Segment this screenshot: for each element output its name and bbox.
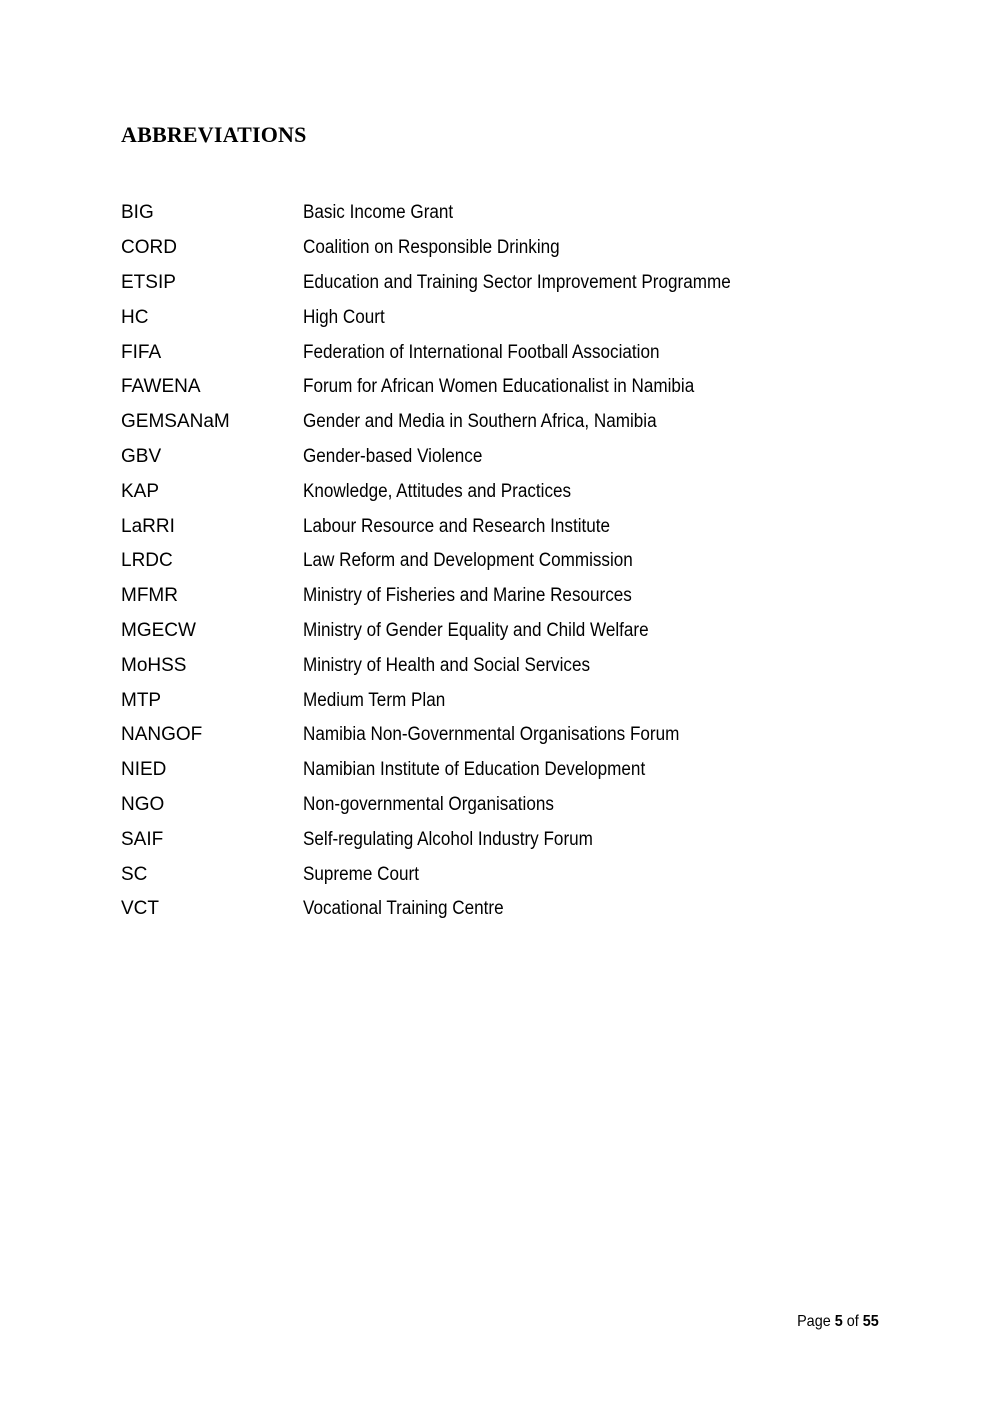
abbreviation-row <box>121 648 881 683</box>
abbreviation-code: FAWENA <box>121 376 201 398</box>
abbreviation-row <box>121 266 881 301</box>
abbreviation-meaning: Supreme Court <box>303 863 419 885</box>
total-pages-number: 55 <box>862 1313 879 1330</box>
abbreviation-meaning: Medium Term Plan <box>303 689 446 711</box>
abbreviation-code: SC <box>121 863 148 885</box>
abbreviation-row <box>121 474 881 509</box>
abbreviation-meaning: Non-governmental Organisations <box>303 793 554 815</box>
abbreviation-code: NIED <box>121 759 167 781</box>
abbreviation-meaning: Basic Income Grant <box>303 202 454 224</box>
abbreviation-meaning: Education and Training Sector Improvement Programme <box>303 271 731 293</box>
abbreviation-row <box>121 753 881 788</box>
abbreviation-row <box>121 405 881 440</box>
abbreviation-row <box>121 822 881 857</box>
page-title: ABBREVIATIONS <box>121 122 307 147</box>
abbreviation-meaning: Self-regulating Alcohol Industry Forum <box>303 828 593 850</box>
abbreviation-meaning: Ministry of Health and Social Services <box>303 654 591 676</box>
abbreviation-meaning: Knowledge, Attitudes and Practices <box>303 480 572 502</box>
current-page-number: 5 <box>834 1313 843 1330</box>
abbreviation-code: CORD <box>121 237 177 259</box>
abbreviation-code: VCT <box>121 898 159 920</box>
abbreviation-code: HC <box>121 306 149 328</box>
abbreviation-meaning: Namibia Non-Governmental Organisations Forum <box>303 724 680 746</box>
abbreviation-row <box>121 300 881 335</box>
abbreviation-meaning: Ministry of Gender Equality and Child Welfare <box>303 619 649 641</box>
abbreviation-code: MTP <box>121 689 162 711</box>
abbreviation-row <box>121 370 881 405</box>
abbreviation-code: LaRRI <box>121 515 175 537</box>
abbreviation-row <box>121 892 881 927</box>
abbreviation-row <box>121 231 881 266</box>
abbreviation-meaning: Law Reform and Development Commission <box>303 550 633 572</box>
abbreviation-meaning: Ministry of Fisheries and Marine Resources <box>303 585 632 607</box>
abbreviation-meaning: High Court <box>303 306 385 328</box>
abbreviation-code: SAIF <box>121 828 164 850</box>
abbreviation-meaning: Coalition on Responsible Drinking <box>303 237 560 259</box>
abbreviation-meaning: Gender-based Violence <box>303 445 483 467</box>
abbreviation-code: MFMR <box>121 585 178 607</box>
abbreviation-row <box>121 335 881 370</box>
abbreviation-row <box>121 614 881 649</box>
abbreviation-code: MoHSS <box>121 654 187 676</box>
abbreviation-code: FIFA <box>121 341 162 363</box>
abbreviations-list <box>121 196 881 927</box>
abbreviation-meaning: Vocational Training Centre <box>303 898 504 920</box>
abbreviation-row <box>121 579 881 614</box>
page-number-of: of <box>846 1313 859 1330</box>
page-footer <box>797 1313 879 1331</box>
abbreviation-row <box>121 788 881 823</box>
abbreviation-row <box>121 509 881 544</box>
abbreviation-row <box>121 857 881 892</box>
abbreviation-meaning: Labour Resource and Research Institute <box>303 515 611 537</box>
abbreviation-code: GBV <box>121 445 162 467</box>
abbreviation-meaning: Gender and Media in Southern Africa, Namibia <box>303 411 657 433</box>
abbreviation-code: NGO <box>121 793 165 815</box>
abbreviation-meaning: Namibian Institute of Education Development <box>303 759 646 781</box>
abbreviation-code: GEMSANaM <box>121 411 230 433</box>
abbreviation-row <box>121 683 881 718</box>
abbreviation-row <box>121 718 881 753</box>
abbreviation-code: MGECW <box>121 619 196 641</box>
abbreviation-row <box>121 544 881 579</box>
abbreviation-code: BIG <box>121 202 154 224</box>
abbreviation-row <box>121 440 881 475</box>
abbreviation-code: NANGOF <box>121 724 203 746</box>
abbreviation-code: LRDC <box>121 550 173 572</box>
page-number-prefix: Page <box>797 1313 831 1330</box>
abbreviation-meaning: Federation of International Football Association <box>303 341 660 363</box>
abbreviation-code: ETSIP <box>121 271 176 293</box>
abbreviation-meaning: Forum for African Women Educationalist in Namibia <box>303 376 695 398</box>
abbreviation-row <box>121 196 881 231</box>
abbreviation-code: KAP <box>121 480 160 502</box>
